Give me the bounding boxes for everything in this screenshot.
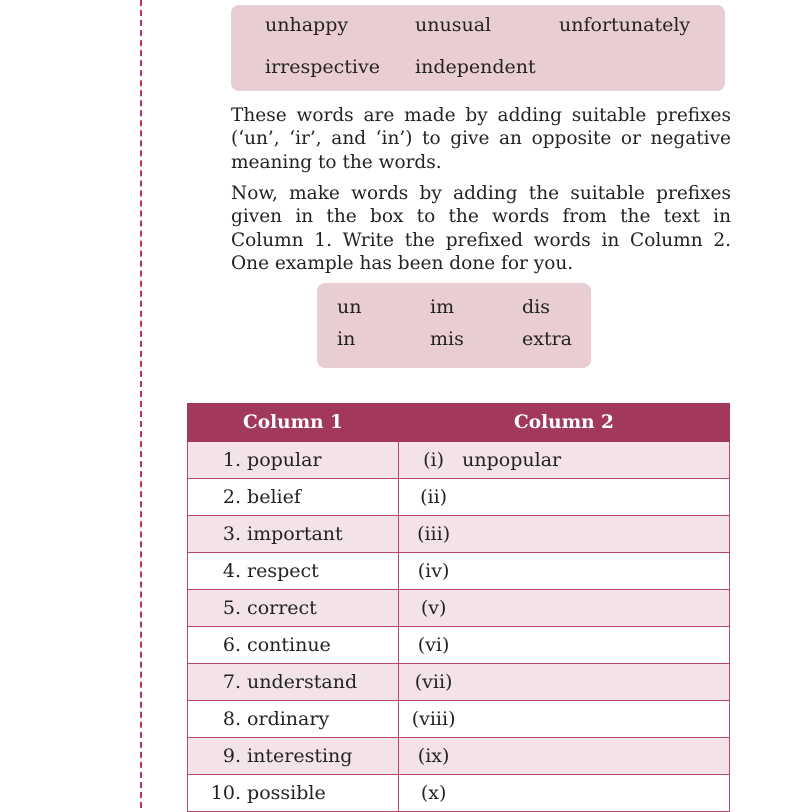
column-1-cell	[188, 775, 399, 812]
base-word: important	[247, 523, 343, 545]
base-word: interesting	[247, 745, 353, 767]
roman-numeral: (vi)	[417, 634, 450, 656]
item-number: 9.	[222, 745, 241, 767]
base-word: understand	[247, 671, 358, 693]
column-2-cell	[399, 553, 730, 590]
table-row	[188, 516, 730, 553]
table-row	[188, 442, 730, 479]
prefix-item: extra	[522, 328, 573, 350]
table-body	[188, 442, 730, 812]
table-row	[188, 553, 730, 590]
example-word: irrespective	[265, 56, 380, 78]
column-1-cell	[188, 701, 399, 738]
prefix-exercise-table	[187, 403, 730, 812]
prefix-item: dis	[522, 296, 550, 318]
table-row	[188, 664, 730, 701]
item-number: 8.	[222, 708, 241, 730]
explanation-paragraph: These words are made by adding suitable prefixes (‘un’, ‘ir’, and ‘in’) to give an opposite or negative meaning to the words.	[231, 105, 731, 173]
roman-numeral: (iv)	[417, 560, 450, 582]
column-2-cell	[399, 479, 730, 516]
example-word: independent	[415, 56, 536, 78]
item-number: 3.	[222, 523, 241, 545]
column-2-cell	[399, 627, 730, 664]
base-word: belief	[247, 486, 301, 508]
prefix-item: un	[337, 296, 362, 318]
column-1-cell	[188, 664, 399, 701]
roman-numeral: (ii)	[420, 486, 448, 508]
table-row	[188, 479, 730, 516]
column-2-cell	[399, 775, 730, 812]
column-1-header: Column 1	[188, 404, 399, 442]
column-1-cell	[188, 738, 399, 775]
example-word: unhappy	[265, 14, 349, 36]
roman-numeral: (vii)	[414, 671, 453, 693]
column-1-cell	[188, 516, 399, 553]
roman-numeral: (v)	[420, 597, 447, 619]
column-2-cell	[399, 590, 730, 627]
item-number: 5.	[222, 597, 241, 619]
base-word: possible	[247, 782, 326, 804]
roman-numeral: (iii)	[417, 523, 451, 545]
table-row	[188, 775, 730, 812]
example-words-box	[231, 5, 725, 91]
base-word: ordinary	[247, 708, 330, 730]
base-word: popular	[247, 449, 322, 471]
column-2-cell	[399, 664, 730, 701]
instruction-paragraph: Now, make words by adding the suitable prefixes given in the box to the words from the text in Column 1. Write the prefixed words in Column 2. One example has been done for you.	[231, 183, 731, 274]
item-number: 7.	[222, 671, 241, 693]
prefix-item: mis	[430, 328, 464, 350]
column-2-cell	[399, 701, 730, 738]
column-2-cell	[399, 442, 730, 479]
base-word: respect	[247, 560, 319, 582]
roman-numeral: (x)	[420, 782, 447, 804]
item-number: 6.	[222, 634, 241, 656]
table-row	[188, 701, 730, 738]
roman-numeral: (ix)	[417, 745, 450, 767]
item-number: 2.	[222, 486, 241, 508]
column-2-cell	[399, 516, 730, 553]
prefix-box	[317, 283, 591, 368]
roman-numeral: (i)	[423, 449, 445, 471]
roman-numeral: (viii)	[411, 708, 456, 730]
column-1-cell	[188, 590, 399, 627]
table-header-row	[188, 404, 730, 442]
item-number: 1.	[222, 449, 241, 471]
example-word: unusual	[415, 14, 492, 36]
prefix-item: im	[430, 296, 455, 318]
column-2-cell	[399, 738, 730, 775]
margin-dashed-line	[140, 0, 142, 808]
base-word: correct	[247, 597, 317, 619]
table-row	[188, 738, 730, 775]
column-1-cell	[188, 627, 399, 664]
prefixed-word: unpopular	[462, 449, 562, 471]
item-number: 4.	[222, 560, 241, 582]
column-1-cell	[188, 553, 399, 590]
column-1-cell	[188, 442, 399, 479]
table-row	[188, 627, 730, 664]
example-word: unfortunately	[559, 14, 691, 36]
table-row	[188, 590, 730, 627]
item-number: 10.	[210, 782, 241, 804]
prefix-item: in	[337, 328, 356, 350]
base-word: continue	[247, 634, 331, 656]
column-1-cell	[188, 479, 399, 516]
column-2-header: Column 2	[399, 404, 730, 442]
